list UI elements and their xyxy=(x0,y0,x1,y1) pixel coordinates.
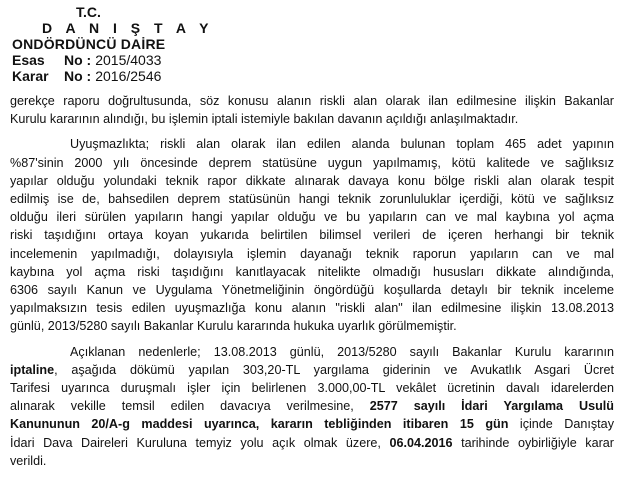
header-esas-row xyxy=(12,52,213,68)
text-fragment: içinde Danıştay xyxy=(508,417,614,432)
text-fragment: İdari Dava Daireleri Kuruluna temyiz yolu açık olmak üzere, xyxy=(10,435,390,450)
text-line: 6306 sayılı Kanun ve Uygulama Yönetmeliğinin öngördüğü koşullarda detaylı bir teknik inceleme xyxy=(10,283,614,298)
text-line: Uyuşmazlıkta; riskli alan olarak ilan edilen alanda bulunan toplam 465 adet yapının xyxy=(70,137,614,152)
text-line: günlü, 2013/5280 sayılı Bakanlar Kurulu kararında hukuka uyarlık görülmemiştir. xyxy=(10,319,457,334)
text-line: yapılar olduğu yolundaki teknik rapor dikkate alınarak davaya konu bölge riskli alan olarak tespit xyxy=(10,173,614,188)
text-line: edilmiş ise de, bahsedilen deprem statüsünün hangi teknik zorunluluklar içerdiği, kötü ve sağlıksız xyxy=(10,192,614,207)
text-line: incelemenin yapılmadığı, dolayısıyla işlemin dayanağı teknik raporun yapıların can ve mal xyxy=(10,246,614,261)
esas-number: 2015/4033 xyxy=(95,52,162,68)
text-line xyxy=(10,415,614,433)
document-body xyxy=(10,92,614,470)
text-fragment: alınarak vekille temsil edilen davacıya verilmesine, xyxy=(10,399,370,414)
text-fragment: tarihinde oybirliğiyle karar xyxy=(452,435,614,450)
text-line: gerekçe raporu doğrultusunda, söz konusu alanın riskli alan olarak ilan edilmesine ilişkin Bakanlar xyxy=(10,94,614,108)
statute-reference: 2577 sayılı İdari Yargılama Usulü xyxy=(369,399,614,414)
decision-annulment: iptaline xyxy=(10,362,55,377)
decision-date: 06.04.2016 xyxy=(389,435,453,450)
text-line xyxy=(10,434,614,452)
appeal-deadline: Kanununun 20/A-g maddesi uyarınca, kararın tebliğinden itibaren 15 gün xyxy=(10,417,509,432)
text-line: Açıklanan nedenlerle; 13.08.2013 günlü, 2013/5280 sayılı Bakanlar Kurulu kararının xyxy=(70,344,614,359)
header-chamber: ONDÖRDÜNCÜ DAİRE xyxy=(12,36,166,52)
text-line: Kurulu kararının alındığı, bu işlemin iptali istemiyle bakılan davanın açıldığı anlaşılmaktadır. xyxy=(10,112,519,127)
text-line: verildi. xyxy=(10,453,47,468)
karar-label: Karar xyxy=(12,68,49,84)
paragraph-background xyxy=(10,92,614,128)
text-line: kaybına yol açma riski taşıdığını kanıtlayacak nitelikte olmadığı hususları dikkate alındığında, xyxy=(10,264,614,279)
text-line: %87'sinin 2000 yılı öncesinde deprem statüsüne uygun yapılmamış, kötü kalitede ve sağlıksız xyxy=(10,155,614,170)
text-line xyxy=(10,397,614,415)
paragraph-dispute xyxy=(10,135,614,335)
text-line: yapılmaksızın tesis edilen uyuşmazlığa konu alanın "riskli alan" ilan edilmesine ilişkin 13.08.2013 xyxy=(10,301,614,316)
text-line xyxy=(10,361,614,379)
header-karar-row xyxy=(12,68,213,84)
text-line: Tarifesi uyarınca duruşmalı işler için belirlenen 3.000,00-TL vekâlet ücretinin davalı idarelerden xyxy=(10,381,614,396)
header-tc: T.C. xyxy=(76,4,101,20)
text-line: olduğu ileri sürülen yapıların hangi yapılar olduğu ve bu yapıların can ve mal kaybına yol açma xyxy=(10,210,614,225)
paragraph-decision xyxy=(10,343,614,470)
header-court-name: D A N I Ş T A Y xyxy=(42,20,214,36)
esas-label: Esas xyxy=(12,52,45,68)
karar-no-label: No : xyxy=(64,68,92,84)
text-fragment: , aşağıda dökümü yapılan 303,20-TL yargılama giderinin ve Avukatlık Asgari Ücret xyxy=(54,362,614,377)
esas-no-label: No : xyxy=(64,52,92,68)
document-header xyxy=(12,4,213,84)
karar-number: 2016/2546 xyxy=(95,68,162,84)
text-line: riski taşıdığını ortaya koyan yukarıda belirtilen bilimsel verileri de içeren herhangi bir teknik xyxy=(10,228,614,243)
